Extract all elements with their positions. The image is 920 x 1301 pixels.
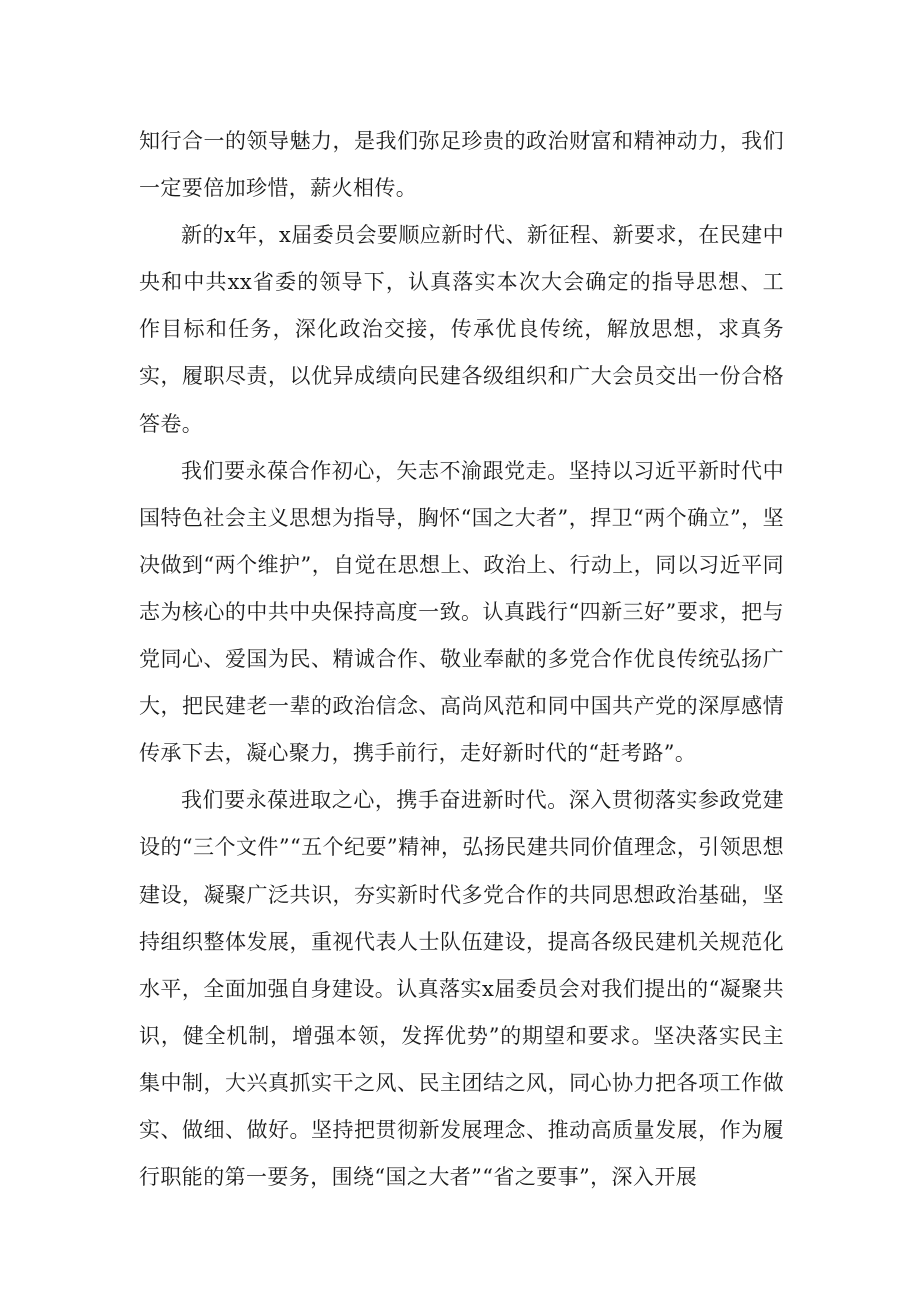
paragraph-continuation: 知行合一的领导魅力，是我们弥足珍贵的政治财富和精神动力，我们一定要倍加珍惜，薪火相传。	[139, 129, 784, 201]
paragraph-progress-commitment: 我们要永葆进取之心，携手奋进新时代。深入贯彻落实参政党建设的“三个文件”“五个纪要”精神，弘扬民建共同价值理念，引领思想建设，凝聚广泛共识，夯实新时代多党合作的共同思想政治基础，坚持组织整体发展，重视代表人士队伍建设，提高各级民建机关规范化水平，全面加强自身建设。认真落实x届委员会对我们提出的“凝聚共识，健全机制，增强本领，发挥优势”的期望和要求。坚决落实民主集中制，大兴真抓实干之风、民主团结之风，同心协力把各项工作做实、做细、做好。坚持把贯彻新发展理念、推动高质量发展，作为履行职能的第一要务，围绕“国之大者”“省之要事”，深入开展	[139, 788, 784, 1190]
paragraph-new-term-goals: 新的x年，x届委员会要顺应新时代、新征程、新要求，在民建中央和中共xx省委的领导下，认真落实本次大会确定的指导思想、工作目标和任务，深化政治交接，传承优良传统，解放思想，求真务实，履职尽责，以优异成绩向民建各级组织和广大会员交出一份合格答卷。	[139, 223, 784, 436]
document-body	[139, 118, 784, 1201]
paragraph-cooperation-commitment: 我们要永葆合作初心，矢志不渝跟党走。坚持以习近平新时代中国特色社会主义思想为指导，胸怀“国之大者”，捍卫“两个确立”，坚决做到“两个维护”，自觉在思想上、政治上、行动上，同以习近平同志为核心的中共中央保持高度一致。认真践行“四新三好”要求，把与党同心、爱国为民、精诚合作、敬业奉献的多党合作优良传统弘扬广大，把民建老一辈的政治信念、高尚风范和同中国共产党的深厚感情传承下去，凝心聚力，携手前行，走好新时代的“赶考路”。	[139, 458, 784, 766]
